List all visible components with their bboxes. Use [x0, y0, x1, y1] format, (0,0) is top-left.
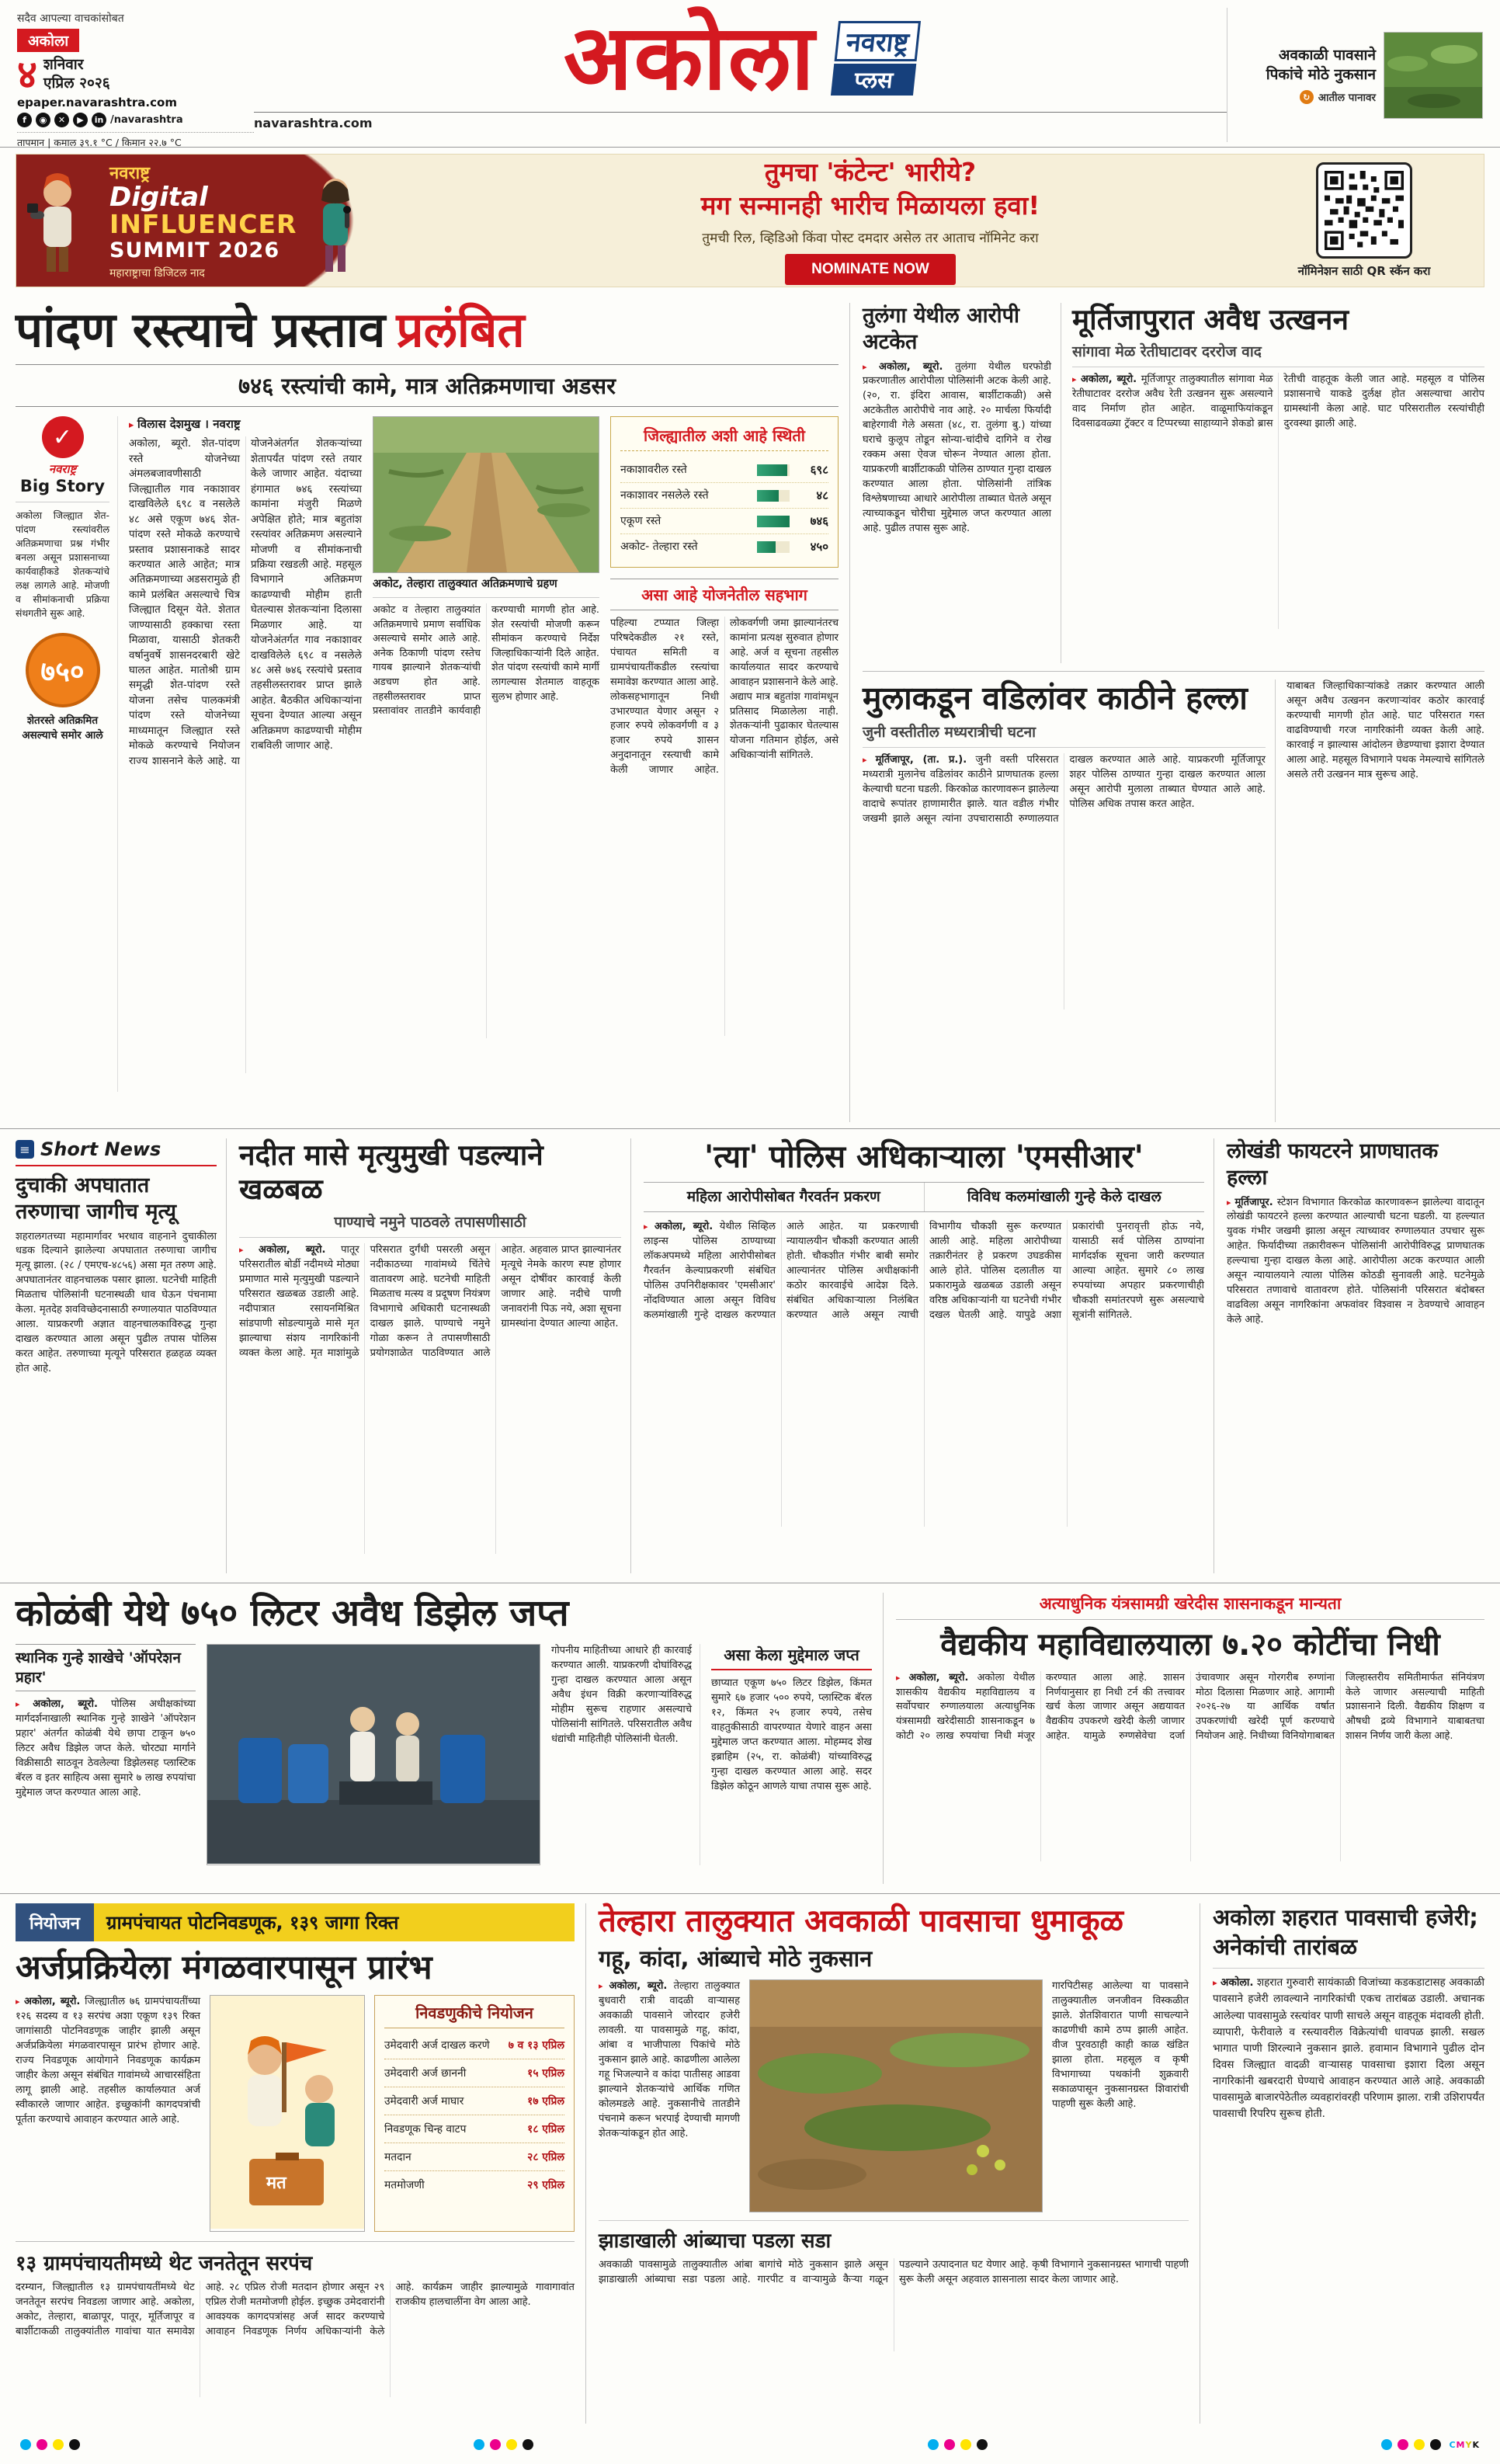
navarashtra-plus-logo — [831, 21, 921, 96]
registration-dots — [1381, 2439, 1441, 2450]
stat-bar — [757, 490, 790, 502]
inside-page-icon: ↻ — [1300, 90, 1314, 104]
schedule-row — [384, 2059, 564, 2087]
diesel-medical-row — [0, 1583, 1500, 1893]
website-label[interactable]: navarashtra.com — [254, 112, 1227, 130]
big-story-photo-column — [373, 416, 599, 1092]
election-headline: अर्जप्रक्रियेला मंगळवारपासून प्रारंभ — [16, 1948, 432, 1987]
mining-continuation-column — [1286, 679, 1484, 1122]
print-registration-footer — [0, 2433, 1500, 2450]
election-cartoon — [210, 1995, 365, 2232]
badge-label: Big Story — [19, 477, 106, 496]
article-short-news — [16, 1138, 227, 1573]
diesel-headline: कोळंबी येथे ७५० लिटर अवैध डिझेल जप्त — [16, 1592, 569, 1635]
date-day-number: ४ — [17, 52, 37, 97]
election-body — [16, 1995, 200, 2128]
stat-value: ६९८ — [810, 463, 828, 478]
fighter-headline: लोखंडी फायटरने प्राणघातक हल्ला — [1227, 1139, 1439, 1190]
short-news-header — [16, 1138, 217, 1166]
fish-headline: नदीत मासे मृत्युमुखी पडल्याने खळबळ — [239, 1138, 543, 1207]
x-icon[interactable]: ✕ — [54, 113, 69, 127]
schedule-value: १८ एप्रिल — [527, 2123, 564, 2136]
mcr-decks — [644, 1182, 1204, 1212]
promo-field-photo — [1384, 32, 1483, 119]
logo-plus: प्लस — [831, 64, 917, 96]
telhara-text: तेल्हारा तालुक्यात बुधवारी रात्री वादळी वाऱ्यासह अवकाळी पावसाने जोरदार हजेरी लावली. या पावसामुळे गहू, कांदा, आंबा व भाजीपाला पिकांचे मोठे नुकसान झाले आहे. काढणीला आलेला गहू भिजल्याने व कांदा पातीसह आडवा झाल्याने शेतकऱ्यांचे आर्थिक गणित कोलमडले आहे. नुकसानीचे तातडीने पंचनामे करून भरपाई देण्याची मागणी शेतकऱ्यांकडून होत आहे. — [599, 1980, 740, 2139]
seized-goods-column — [711, 1644, 872, 1865]
schedule-title: निवडणुकीचे नियोजन — [384, 2002, 564, 2028]
operation-prahar-kicker: स्थानिक गुन्हे शाखेचे 'ऑपरेशन प्रहार' — [16, 1644, 196, 1691]
ad-headline-1: तुमचा 'कंटेन्ट' भारीये? — [764, 156, 977, 187]
planning-label: नियोजन — [16, 1903, 94, 1941]
schedule-row — [384, 2115, 564, 2143]
social-handle: /navarashtra — [110, 114, 183, 126]
navarashtra-mark-icon: ✓ — [42, 416, 84, 458]
stat-caption: शेतरस्ते अतिक्रमित असल्याचे समोर आले — [22, 714, 103, 742]
schedule-label: उमेदवारी अर्ज दाखल करणे — [384, 2039, 490, 2052]
ad-title-line1: INFLUENCER — [109, 208, 297, 239]
edition-city-badge: अकोला — [17, 29, 79, 52]
ad-brand-panel — [16, 155, 482, 287]
diesel-middle-column — [551, 1644, 700, 1865]
crop-damage-photo — [749, 1979, 1043, 2212]
schedule-value: १५ एप्रिल — [527, 2067, 564, 2080]
diesel-body — [16, 1698, 196, 1801]
article-akola-city-rain — [1213, 1903, 1484, 2424]
fighter-body — [1227, 1196, 1484, 1329]
akola-rain-dateline: ▸ अकोला. — [1213, 1976, 1254, 1989]
header-left-panel — [17, 8, 254, 148]
stick-attack-deck: जुनी वस्तीतील मध्यरात्रीची घटना — [863, 718, 1266, 748]
big-story-deck: ७४६ रस्त्यांची कामे, मात्र अतिक्रमणाचा अडसर — [16, 364, 839, 407]
schedule-value: २८ एप्रिल — [527, 2151, 564, 2164]
big-story-rail — [16, 416, 118, 1092]
qr-caption: नॉमिनेशन साठी QR स्कॅन करा — [1297, 264, 1431, 278]
schedule-value: ७ व १३ एप्रिल — [508, 2039, 564, 2052]
election-kicker-strip: ग्रामपंचायत पोटनिवडणूक, १३९ जागा रिक्त — [94, 1903, 575, 1941]
mcr-deck-right: विविध कलमांखाली गुन्हे केले दाखल — [967, 1188, 1161, 1205]
ad-subtext: तुमची रिल, व्हिडिओ किंवा पोस्ट दमदार असेल तर आताच नॉमिनेट करा — [702, 231, 1039, 247]
registration-dots — [474, 2439, 533, 2450]
big-story-text-columns — [129, 416, 362, 1092]
stat-label: एकूण रस्ते — [620, 515, 661, 528]
instagram-icon[interactable]: ◉ — [36, 113, 50, 127]
mango-sub-headline: झाडाखाली आंब्याचा पडला सडा — [599, 2229, 832, 2254]
mango-substory — [599, 2220, 1189, 2351]
temperature-strip: तापमान | कमाल ३९.१ °C / किमान २२.७ °C — [17, 132, 254, 149]
cmyk-label: CMYK — [1449, 2439, 1480, 2450]
mining-body — [1072, 373, 1484, 629]
date-block — [17, 52, 254, 97]
telhara-side-text: गारपिटीसह आलेल्या या पावसाने तालुक्यातील जनजीवन विस्कळीत झाले. शेतशिवारात पाणी साचल्याने काढणीची कामे ठप्प झाली आहेत. वीज पुरवठाही काही काळ खंडित झाला होता. महसूल व कृषी विभागाच्या पथकांनी शुक्रवारी सकाळपासून नुकसानग्रस्त शिवारांची पाहणी सुरू केली आहे. — [1052, 1980, 1189, 2110]
fish-text: पातूर परिसरातील बोर्डी नदीमध्ये मोठ्या प्रमाणात मासे मृत्युमुखी पडल्याने परिसरात खळबळ उडाली आहे. नदीपात्रात रसायनमिश्रित सांडपाणी सोडल्यामुळे मासे मृत झाल्याचा संशय नागरिकांनी व्यक्त केला आहे. मृत माशांमुळे परिसरात दुर्गंधी पसरली असून नदीकाठच्या गावांमध्ये चिंतेचे वातावरण आहे. घटनेची माहिती मिळताच मत्स्य व प्रदूषण नियंत्रण विभागाचे अधिकारी घटनास्थळी दाखल झाले. पाण्याचे नमुने गोळा करून ते तपासणीसाठी प्रयोगशाळेत पाठविण्यात आले आहेत. अहवाल प्राप्त झाल्यानंतर मृत्यूचे नेमके कारण स्पष्ट होणार असून दोषींवर कारवाई केली जाणार आहे. नदीचे पाणी जनावरांनी पिऊ नये, अशा सूचना ग्रामस्थांना देण्यात आल्या आहेत. — [239, 1243, 621, 1359]
schedule-label: उमेदवारी अर्ज छाननी — [384, 2067, 467, 2080]
tulanga-dateline: ▸ अकोला, ब्यूरो. — [863, 361, 943, 373]
stat-circle: ७५० — [26, 633, 100, 707]
schedule-row — [384, 2143, 564, 2171]
seized-goods-text: छाप्यात एकूण ७५० लिटर डिझेल, किंमत सुमारे ६७ हजार ५०० रुपये, प्लास्टिक बॅरल १२, किंमत २५ हजार रुपये, तसेच वाहतुकीसाठी वापरण्यात येणारे वाहन असा मुद्देमाल जप्त करण्यात आला. मोहम्मद शेख इब्राहिम (२५, रा. कोळंबी) यांच्याविरुद्ध गुन्हा दाखल करण्यात आला आहे. सदर डिझेल कोठून आणले याचा तपास सुरू आहे. — [711, 1677, 872, 1792]
weekday-label: शनिवार — [43, 56, 84, 74]
stat-label: नकाशावर नसलेले रस्ते — [620, 489, 709, 502]
akola-rain-headline: अकोला शहरात पावसाची हजेरी; अनेकांची तारांबळ — [1213, 1903, 1484, 1969]
medical-headline: वैद्यकीय महाविद्यालयाला ७.२० कोटींचा निधी — [940, 1627, 1440, 1663]
qr-code[interactable] — [1316, 162, 1412, 259]
stat-bar — [757, 541, 790, 553]
rail-text: अकोला जिल्ह्यात शेत-पांदण रस्त्यांवरील अतिक्रमणाचा प्रश्न गंभीर बनला असून प्रशासनाच्या कार्यवाहीकडे शेतकऱ्यांचे लक्ष लागले आहे. मोजणी व सीमांकनाची प्रक्रिया संथगतीने सुरू आहे. — [16, 509, 109, 620]
medical-kicker: अत्याधुनिक यंत्रसामग्री खरेदीस शासनाकडून मान्यता — [896, 1593, 1484, 1620]
month-year-label: एप्रिल २०२६ — [43, 75, 110, 92]
masthead-header — [0, 0, 1500, 148]
schedule-value: २९ एप्रिल — [527, 2179, 564, 2192]
article-iron-fighter-attack — [1227, 1138, 1484, 1573]
stick-attack-headline: मुलाकडून वडिलांवर काठीने हल्ला — [863, 679, 1248, 717]
ad-title-line2: SUMMIT 2026 — [109, 238, 280, 263]
facebook-icon[interactable]: f — [17, 113, 32, 127]
table-row — [620, 534, 828, 559]
schedule-row — [384, 2171, 564, 2198]
article-telhara-rain — [599, 1903, 1200, 2424]
mango-sub-body: अवकाळी पावसामुळे तालुक्यातील आंबा बागांचे मोठे नुकसान झाले असून झाडाखाली आंब्याचा सडा पडला आहे. गारपीट व वाऱ्यामुळे कैऱ्या गळून पडल्याने उत्पादनात घट येणार आहे. कृषी विभागाने नुकसानग्रस्त भागाची पाहणी सुरू केली असून अहवाल शासनाला सादर केला जाणार आहे. — [599, 2259, 1189, 2286]
stat-bar — [757, 516, 790, 527]
table-row — [620, 509, 828, 534]
diesel-text: पोलिस अधीक्षकांच्या मार्गदर्शनाखाली स्थानिक गुन्हे शाखेने 'ऑपरेशन प्रहार' अंतर्गत कोळंबी येथे छापा टाकून ७५० लिटर अवैध डिझेल जप्त केले. चोरट्या मार्गाने विक्रीसाठी साठवून ठेवलेल्या डिझेलसह प्लास्टिक बॅरल व इतर साहित्य असा सुमारे ७ लाख रुपयांचा मुद्देमाल जप्त करण्यात आला आहे. — [16, 1698, 196, 1799]
registration-dots — [20, 2439, 80, 2450]
big-story-byline: ▸ विलास देशमुख । नवराष्ट्र — [129, 416, 362, 432]
medical-text: अकोला येथील शासकीय वैद्यकीय महाविद्यालय व सर्वोपचार रुग्णालयाला अत्याधुनिक यंत्रसामग्री खरेदीसाठी शासनाकडून ७ कोटी २० लाख रुपयांचा निधी मंजूर करण्यात आला आहे. शासन निर्णयानुसार हा निधी टर्न की तत्त्वावर खर्च केला जाणार असून अद्ययावत वैद्यकीय उपकरणे खरेदी केली जाणार आहेत. यामुळे रुग्णसेवेचा दर्जा उंचावणार असून गोरगरीब रुग्णांना मोठा दिलासा मिळणार आहे. आगामी २०२६-२७ या आर्थिक वर्षात उपकरणांची खरेदी पूर्ण करण्याचे नियोजन आहे. निधीच्या विनियोगाबाबत जिल्हास्तरीय समितीमार्फत संनियंत्रण केले जाणार असल्याची माहिती प्रशासनाने दिली. वैद्यकीय शिक्षण व औषधी द्रव्ये विभागाने याबाबतचा शासन निर्णय जारी केला आहे. — [896, 1672, 1484, 1742]
tulanga-headline: तुलंगा येथील आरोपी अटकेत — [863, 304, 1019, 354]
ad-brand-name: नवराष्ट्र — [109, 163, 150, 183]
reader-tagline: सदैव आपल्या वाचकांसोबत — [17, 12, 124, 25]
mcr-headline: 'त्या' पोलिस अधिकाऱ्याला 'एमसीआर' — [704, 1139, 1144, 1175]
big-story-photo-body: अकोट व तेल्हारा तालुक्यांत अतिक्रमणाचे प्रमाण सर्वाधिक असल्याचे समोर आले आहे. अनेक ठिकाणी पांदण रस्तेच गायब झाल्याने शेतकऱ्यांची अडचण होत आहे. तहसीलस्तरावर प्राप्त प्रस्तावांवर तातडीने कार्यवाही करण्याची मागणी होत आहे. शेत रस्त्यांची मोजणी करून सीमांकन करण्याचे निर्देश जिल्हाधिकाऱ्यांनी दिले आहेत. शेत पांदण रस्त्यांची कामे मार्गी लागल्यास शेतमाल वाहतूक सुलभ होणार आहे. — [373, 604, 599, 718]
status-table-title: जिल्ह्यातील अशी आहे स्थिती — [620, 425, 828, 451]
schedule-label: मतदान — [384, 2151, 411, 2164]
medical-body — [896, 1671, 1484, 1861]
headline-red-part: प्रलंबित — [396, 301, 525, 358]
youtube-icon[interactable]: ▶ — [73, 113, 88, 127]
article-tulanga-arrest — [863, 303, 1061, 663]
top-stories-row — [0, 294, 1500, 1128]
telhara-text-column — [599, 1979, 740, 2212]
influencer-summit-ad — [16, 154, 1484, 287]
diesel-raid-photo — [207, 1644, 540, 1865]
ad-headline-2: मग सन्मानही भारीच मिळायला हवा! — [700, 189, 1040, 221]
article-grampanchayat-election — [16, 1903, 586, 2424]
direct-sarpanch-substory — [16, 2241, 575, 2397]
mining-deck: सांगावा मेळ रेतीघाटावर दररोज वाद — [1072, 337, 1484, 367]
registration-dots — [928, 2439, 988, 2450]
election-dateline: ▸ अकोला, ब्यूरो. — [16, 1996, 80, 2007]
stat-label: अकोट- तेल्हारा रस्ते — [620, 540, 698, 554]
ad-woman-illustration — [304, 166, 366, 275]
table-row — [620, 457, 828, 483]
akola-rain-text: शहरात गुरुवारी सायंकाळी विजांच्या कडकडाटासह अवकाळी पावसाने हजेरी लावल्याने नागरिकांची एकच तारांबळ उडाली. अचानक आलेल्या पावसामुळे रस्त्यांवर पाणी साचले असून वाहतूक मंदावली होती. व्यापारी, फेरीवाले व रस्त्यावरील विक्रेत्यांची धावपळ झाली. सखल भागात पाणी शिरल्याने नुकसान झाले. हवामान विभागाने पुढील दोन दिवस जिल्ह्यात वादळी वाऱ्यासह पावसाचा इशारा दिला असून नागरिकांनी खबरदारी घेण्याचे आवाहन करण्यात आले आहे. अवकाळी पावसामुळे बाजारपेठेतील व्यवहारांवरही परिणाम झाला. रात्री उशिरापर्यंत पावसाची रिपरिप सुरूच होती. — [1213, 1976, 1484, 2120]
article-fish-death — [239, 1138, 631, 1573]
badge-brand-label: नवराष्ट्र — [48, 462, 77, 477]
big-story-right-column — [610, 416, 839, 1092]
big-story-badge — [16, 416, 109, 502]
election-schedule-table — [374, 1995, 575, 2232]
svg-text:मत: मत — [266, 2174, 286, 2194]
mining-dateline: ▸ अकोला, ब्यूरो. — [1072, 374, 1137, 385]
telhara-deck: गहू, कांदा, आंब्याचे मोठे नुकसान — [599, 1945, 873, 1972]
mcr-text: येथील सिव्हिल लाइन्स पोलिस ठाण्याच्या लॉकअपमध्ये महिला आरोपीसोबत गैरवर्तन केल्याप्रकरणी संबंधित पोलिस उपनिरीक्षकावर 'एमसीआर' नोंदविण्यात आला असून विविध कलमांखाली गुन्हे दाखल करण्यात आले आहेत. या प्रकरणाची न्यायालयीन चौकशी करण्यात आली होती. चौकशीत गंभीर बाबी समोर आल्यानंतर पोलिस अधीक्षकांनी कठोर कारवाईचे आदेश दिले. संबंधित अधिकाऱ्याला निलंबित करण्यात आले असून त्याची विभागीय चौकशी सुरू करण्यात आली आहे. महिला आरोपीच्या तक्रारीनंतर हे प्रकरण उघडकीस आले होते. पोलिस दलातील या प्रकारामुळे खळबळ उडाली असून वरिष्ठ अधिकाऱ्यांनी या घटनेची गंभीर दखल घेतली आहे. यापुढे अशा प्रकारांची पुनरावृत्ती होऊ नये, यासाठी सर्व पोलिस ठाण्यांना मार्गदर्शक सूचना जारी करण्यात आल्या आहेत. सुमारे ८० लाख रुपयांच्या अपहार प्रकरणाचीही चौकशी समांतरपणे सुरू असल्याचे सूत्रांनी सांगितले. — [644, 1220, 1204, 1321]
short-news-title: Short News — [40, 1138, 161, 1160]
akola-rain-body — [1213, 1975, 1484, 2122]
schedule-row — [384, 2087, 564, 2115]
telhara-side-column — [1052, 1979, 1189, 2212]
sarpanch-sub-headline: १३ ग्रामपंचायतीमध्ये थेट जनतेतून सरपंच — [16, 2252, 313, 2276]
linkedin-icon[interactable]: in — [92, 113, 106, 127]
ad-brand-script: Digital — [109, 181, 208, 213]
ad-man-illustration — [24, 166, 91, 275]
fighter-dateline: ▸ मूर्तिजापूर. — [1227, 1197, 1273, 1208]
diesel-kicker-column — [16, 1644, 196, 1865]
stat-value: ७४६ — [810, 514, 828, 529]
big-story-headline — [16, 303, 839, 356]
article-medical-college-fund — [896, 1593, 1484, 1884]
accident-headline: दुचाकी अपघातात तरुणाचा जागीच मृत्यू — [16, 1173, 176, 1224]
schedule-label: मतमोजणी — [384, 2179, 425, 2192]
election-text-column — [16, 1995, 200, 2232]
mining-continuation-text: याबाबत जिल्हाधिकाऱ्यांकडे तक्रार करण्यात आली असून अवैध उत्खनन करणाऱ्यांवर कठोर कारवाई करण्याची मागणी होत आहे. घाट परिसरात गस्त वाढविण्याची गरज नागरिकांनी व्यक्त केली आहे. कारवाई न झाल्यास आंदोलन छेडण्याचा इशारा देण्यात आला आहे. महसूल विभागाने पथक नेमल्याचे सांगितले असले तरी उत्खनन मात्र सुरूच आहे. — [1286, 680, 1484, 780]
diesel-dateline: ▸ अकोला, ब्यूरो. — [16, 1698, 98, 1710]
table-row — [620, 483, 828, 509]
date-text — [43, 56, 110, 93]
list-icon — [16, 1140, 34, 1159]
road-photo — [373, 416, 599, 573]
scheme-participation-box — [610, 579, 839, 1036]
stat-value: ४५० — [810, 540, 828, 554]
masthead-center — [254, 5, 1227, 142]
tulanga-text: तुलंगा येथील घरफोडी प्रकरणातील आरोपीला पोलिसांनी अटक केली आहे. (२०, रा. इंदिरा आवास, बार्शीटाकळी) असे अटकेतील आरोपीचे नाव आहे. २० मार्चला फिर्यादी बाहेरगावी गेले असता (४८, रा. तुलंगा बु.) यांच्या घराचे कुलूप तोडून सोन्या-चांदीचे दागिने व रोख रक्कम असा ऐवज चोरून नेण्यात आला होता. याप्रकरणी बार्शीटाकळी पोलिस ठाण्यात गुन्हा दाखल करण्यात आला होता. पोलिसांनी तांत्रिक विश्लेषणाच्या आधारे आरोपीला ताब्यात घेतले असून त्याच्याकडून चोरीचा मुद्देमाल जप्त करण्यात आला आहे. पुढील तपास सुरू आहे. — [863, 360, 1051, 535]
telhara-dateline: ▸ अकोला, ब्यूरो. — [599, 1980, 667, 1992]
stat-bar — [757, 464, 790, 476]
ad-message — [482, 156, 1259, 286]
top-right-stories — [863, 303, 1484, 1122]
stat-value: ४८ — [816, 488, 828, 503]
article-diesel-seizure — [16, 1593, 884, 1884]
ad-qr-panel — [1259, 162, 1484, 279]
mining-text: मूर्तिजापूर तालुक्यातील सांगावा मेळ रेतीघाटावर दररोज अवैध रेती उत्खनन सुरू असल्याने वाद निर्माण होत आहेत. वाळूमाफियांकडून दिवसाढवळ्या ट्रॅक्टर व टिप्परच्या साहाय्याने शेकडो ब्रास रेतीची वाहतूक केली जात आहे. महसूल व पोलिस प्रशासनाचे याकडे दुर्लक्ष होत असल्याचा आरोप ग्रामस्थांनी केला आहे. घाट परिसरातील रस्त्यांचीही दुरवस्था झाली आहे. — [1072, 374, 1484, 430]
scheme-body: पहिल्या टप्प्यात जिल्हा परिषदेकडील २१ रस्ते, पंचायत समिती व ग्रामपंचायतींकडील रस्त्यांचा समावेश करण्यात आला आहे. लोकसहभागातून निधी उभारण्यात येणार असून २ हजार रुपये लोकवर्गणी व ३ हजार रुपये शासन अनुदानातून रस्त्याची कामे केली जाणार आहेत. लोकवर्गणी जमा झाल्यानंतरच कामांना प्रत्यक्ष सुरुवात होणार आहे. अर्ज व सूचना तहसील कार्यालयात सादर करण्याचे आवाहन प्रशासनाने केले आहे. अद्याप मात्र बहुतांश गावांमधून प्रतिसाद मिळालेला नाही. शेतकऱ्यांनी पुढाकार घेतल्यास योजना गतिमान होईल, असे अधिकाऱ्यांनी सांगितले. — [610, 617, 839, 776]
middle-stories-row — [0, 1128, 1500, 1583]
seized-goods-title: असा केला मुद्देमाल जप्त — [711, 1644, 872, 1670]
fish-deck: पाण्याचे नमुने पाठवले तपासणीसाठी — [239, 1208, 621, 1238]
road-photo-caption: अकोट, तेल्हारा तालुक्यात अतिक्रमणाचे ग्रहण — [373, 573, 599, 598]
schedule-row — [384, 2031, 564, 2059]
promo-title: अवकाळी पावसाने पिकांचे मोठे नुकसान — [1266, 46, 1376, 83]
mining-headline: मूर्तिजापुरात अवैध उत्खनन — [1072, 303, 1349, 336]
stat-label: नकाशावरील रस्ते — [620, 464, 687, 477]
election-header-strip — [16, 1903, 575, 1941]
promo-more-label: आतील पानावर — [1318, 92, 1376, 105]
scheme-title: असा आहे योजनेतील सहभाग — [610, 579, 839, 610]
masthead-title: अकोला — [563, 5, 816, 110]
telhara-body — [599, 1979, 740, 2142]
bottom-stories-row — [0, 1893, 1500, 2433]
mcr-body — [644, 1220, 1204, 1527]
logo-navarashtra: नवराष्ट्र — [834, 21, 921, 61]
nominate-now-button[interactable]: NOMINATE NOW — [785, 254, 956, 285]
stick-attack-body — [863, 753, 1266, 1010]
article-illegal-mining — [1072, 303, 1484, 663]
election-text: जिल्ह्यातील ७६ ग्रामपंचायतींच्या १२६ सदस्य व १३ सरपंच अशा एकूण १३९ रिक्त जागांसाठी पोटनिवडणूक जाहीर झाली असून अर्जप्रक्रियेला मंगळवारपासून प्रारंभ होणार आहे. राज्य निवडणूक आयोगाने निवडणूक कार्यक्रम जाहीर केला असून संबंधित गावांमध्ये आचारसंहिता लागू झाली आहे. तहसील कार्यालयात अर्ज स्वीकारले जाणार आहेत. इच्छुकांनी कागदपत्रांची पूर्तता करण्याचे आवाहन करण्यात आले आहे. — [16, 1996, 200, 2126]
ad-tagline: महाराष्ट्राचा डिजिटल नाद — [109, 267, 205, 280]
article-police-mcr — [644, 1138, 1214, 1573]
fish-dateline: ▸ अकोला, ब्यूरो. — [239, 1244, 325, 1256]
header-promo — [1227, 8, 1483, 142]
fish-body — [239, 1243, 621, 1554]
medical-dateline: ▸ अकोला, ब्यूरो. — [896, 1672, 968, 1684]
schedule-label: निवडणूक चिन्ह वाटप — [384, 2123, 467, 2136]
schedule-label: उमेदवारी अर्ज माघार — [384, 2095, 464, 2108]
stick-attack-dateline: ▸ मूर्तिजापूर, (ता. प्र.). — [863, 754, 967, 766]
schedule-value: १७ एप्रिल — [527, 2095, 564, 2108]
district-status-table — [610, 416, 839, 568]
article-pandan-roads — [16, 303, 850, 1122]
stick-attack-text: जुनी वस्ती परिसरात मध्यरात्री मुलानेच वडिलांवर काठीने प्राणघातक हल्ला केल्याची घटना घडली. किरकोळ कारणावरून झालेल्या वादाचे रूपांतर हाणामारीत झाले. यात वडील गंभीर जखमी झाले असून त्यांना उपचारासाठी रुग्णालयात दाखल करण्यात आले आहे. याप्रकरणी मूर्तिजापूर शहर पोलिस ठाण्यात गुन्हा दाखल करण्यात आला असून आरोपी मुलाला ताब्यात घेण्यात आले आहे. पोलिस अधिक तपास करत आहेत. — [863, 754, 1266, 825]
fighter-text: स्टेशन विभागात किरकोळ कारणावरून झालेल्या वादातून लोखंडी फायटरने हल्ला करण्यात आल्याची घटना घडली. या हल्ल्यात युवक गंभीर जखमी झाला असून त्याच्यावर रुग्णालयात उपचार सुरू आहेत. फिर्यादीच्या तक्रारीवरून पोलिसांनी आरोपीविरुद्ध प्राणघातक हल्ल्याचा गुन्हा दाखल केला आहे. आरोपीला अटक करण्यात आली असून न्यायालयाने त्याला पोलिस कोठडी सुनावली आहे. घटनेमुळे परिसरात तणावाचे वातावरण होते. पोलिसांनी परिसरात बंदोबस्त वाढविला असून नागरिकांना अफवांवर विश्वास न ठेवण्याचे आवाहन केले आहे. — [1227, 1196, 1484, 1326]
mcr-dateline: ▸ अकोला, ब्यूरो. — [644, 1221, 713, 1232]
social-links-row — [17, 113, 254, 127]
tulanga-body — [863, 360, 1051, 537]
diesel-continuation-text: गोपनीय माहितीच्या आधारे ही कारवाई करण्यात आली. याप्रकरणी दोघांविरुद्ध गुन्हा दाखल करण्यात आला असून अवैध इंधन विक्री करणाऱ्यांविरुद्ध मोहीम सुरूच राहणार असल्याचे पोलिसांनी सांगितले. परिसरातील अवैध धंद्यांची माहितीही पोलिसांनी घेतली. — [551, 1645, 692, 1745]
article-stick-attack — [863, 679, 1276, 1122]
telhara-headline: तेल्हारा तालुक्यात अवकाळी पावसाचा धुमाकूळ — [599, 1903, 1124, 1939]
sarpanch-sub-body: दरम्यान, जिल्ह्यातील १३ ग्रामपंचायतींमध्ये थेट जनतेतून सरपंच निवडला जाणार आहे. अकोला, अकोट, तेल्हारा, बाळापूर, पातूर, मूर्तिजापूर व बार्शीटाकळी तालुक्यांतील गावांचा यात समावेश आहे. २८ एप्रिल रोजी मतदान होणार असून २९ एप्रिल रोजी मतमोजणी होईल. इच्छुक उमेदवारांनी आवश्यक कागदपत्रांसह अर्ज सादर करण्याचे आवाहन निवडणूक निर्णय अधिकाऱ्यांनी केले आहे. कार्यक्रम जाहीर झाल्यामुळे गावागावांत राजकीय हालचालींना वेग आला आहे. — [16, 2282, 575, 2338]
promo-more — [1237, 90, 1376, 104]
big-story-body: अकोला, ब्यूरो. शेत-पांदण रस्ते योजनेच्या अंमलबजावणीसाठी जिल्ह्यातील गाव नकाशावर दाखविलेले ६९८ व नसलेले ४८ असे एकूण ७४६ शेत-पांदण रस्ते मोकळे करण्याचे प्रस्ताव प्रशासनाकडे सादर करण्यात आले आहेत; मात्र अतिक्रमणाच्या अडसरामुळे ही कामे प्रलंबित असल्याचे चित्र जिल्ह्यात दिसून येते. शेतात जाण्यासाठी हक्काचा रस्ता मिळावा, यासाठी शेतकरी वर्षानुवर्षे शासनदरबारी खेटे घालत आहेत. मातोश्री ग्राम समृद्धी शेत-पांदण रस्ते योजना तसेच पालकमंत्री पांदण रस्ते योजनेच्या माध्यमातून जिल्ह्यात रस्ते मोकळे करण्याचे नियोजन राज्य शासनाने केले आहे. या योजनेअंतर्गत शेतकऱ्यांच्या शेतापर्यंत पांदण रस्ते तयार केले जाणार आहेत. यंदाच्या हंगामात ७४६ रस्त्यांच्या कामांना मंजुरी मिळणे अपेक्षित होते; मात्र बहुतांश रस्त्यांवर अतिक्रमण असल्याने मोजणी व सीमांकनाची प्रक्रिया रखडली आहे. महसूल विभागाने अतिक्रमण काढण्याची मोहीम हाती घेतल्यास शेतकऱ्यांना दिलासा मिळणार आहे. या योजनेअंतर्गत गाव नकाशावर दाखविलेले ६९८ व नसलेले ४८ असे ७४६ रस्त्यांचे प्रस्ताव तहसीलस्तरावर प्राप्त झाले आहेत. बैठकीत अधिकाऱ्यांना सूचना देण्यात आल्या असून अतिक्रमण काढण्याची मोहीम राबविली जाणार आहे. — [129, 438, 362, 767]
mcr-deck-left: महिला आरोपीसोबत गैरवर्तन प्रकरण — [644, 1183, 925, 1211]
accident-body: शहरालगतच्या महामार्गावर भरधाव वाहनाने दुचाकीला धडक दिल्याने झालेल्या अपघातात तरुणाचा जागीच मृत्यू झाला. (२८ / एमएच-४८५६) असा मृत तरुण आहे. अपघातानंतर वाहनचालक पसार झाला. घटनेची माहिती मिळताच पोलिसांनी घटनास्थळी धाव घेऊन पंचनामा केला. मृतदेह शवविच्छेदनासाठी रुग्णालयात पाठविण्यात आला. याप्रकरणी अज्ञात वाहनचालकाविरुद्ध गुन्हा दाखल करण्यात आला असून पुढील तपास पोलिस करत आहेत. तरुणाच्या मृत्यूने परिसरात हळहळ व्यक्त होत आहे. — [16, 1230, 217, 1375]
epaper-link[interactable]: epaper.navarashtra.com — [17, 96, 177, 109]
headline-black-part: पांदण रस्त्याचे प्रस्ताव — [16, 301, 386, 358]
